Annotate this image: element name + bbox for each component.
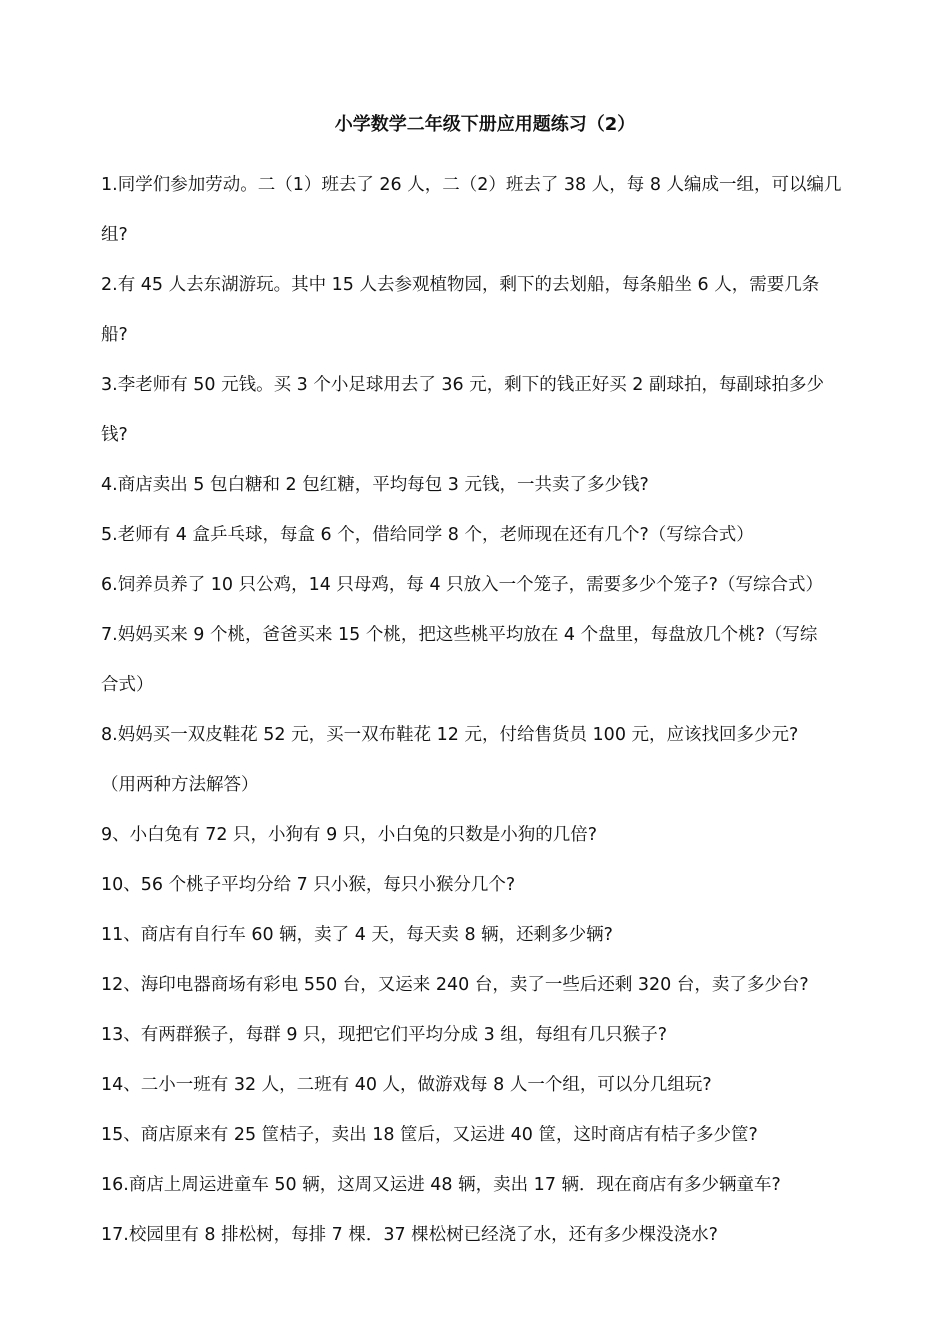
question-9 bbox=[101, 810, 861, 860]
question-16 bbox=[101, 1160, 861, 1210]
question-line: 7.妈妈买来 9 个桃，爸爸买来 15 个桃，把这些桃平均放在 4 个盘里，每盘放几个桃?（写综 bbox=[101, 625, 818, 645]
question-line: 5.老师有 4 盒乒乓球，每盒 6 个，借给同学 8 个，老师现在还有几个?（写综合式） bbox=[101, 525, 754, 545]
question-6 bbox=[101, 560, 861, 610]
question-line: 10、56 个桃子平均分给 7 只小猴，每只小猴分几个? bbox=[101, 875, 516, 895]
question-line: 合式） bbox=[101, 675, 154, 695]
question-8 bbox=[101, 710, 861, 810]
question-11 bbox=[101, 910, 861, 960]
question-15 bbox=[101, 1110, 861, 1160]
question-line: 11、商店有自行车 60 辆，卖了 4 天，每天卖 8 辆，还剩多少辆? bbox=[101, 925, 613, 945]
question-14 bbox=[101, 1060, 861, 1110]
question-4 bbox=[101, 460, 861, 510]
question-13 bbox=[101, 1010, 861, 1060]
question-7 bbox=[101, 610, 861, 710]
question-17 bbox=[101, 1210, 861, 1260]
question-line: 钱? bbox=[101, 425, 128, 445]
question-list bbox=[101, 160, 861, 1260]
question-1 bbox=[101, 160, 861, 260]
question-line: 12、海印电器商场有彩电 550 台，又运来 240 台，卖了一些后还剩 320 台，卖了多少台? bbox=[101, 975, 809, 995]
question-line: 6.饲养员养了 10 只公鸡，14 只母鸡，每 4 只放入一个笼子，需要多少个笼子?（写综合式） bbox=[101, 575, 823, 595]
question-line: 16.商店上周运进童车 50 辆，这周又运进 48 辆，卖出 17 辆．现在商店有多少辆童车? bbox=[101, 1175, 781, 1195]
question-line: 8.妈妈买一双皮鞋花 52 元，买一双布鞋花 12 元，付给售货员 100 元，应该找回多少元? bbox=[101, 725, 799, 745]
question-5 bbox=[101, 510, 861, 560]
question-line: 15、商店原来有 25 筐桔子，卖出 18 筐后，又运进 40 筐，这时商店有桔子多少筐? bbox=[101, 1125, 758, 1145]
question-10 bbox=[101, 860, 861, 910]
document-title: 小学数学二年级下册应用题练习（2） bbox=[334, 114, 636, 135]
question-line: 9、小白兔有 72 只，小狗有 9 只，小白兔的只数是小狗的几倍? bbox=[101, 825, 598, 845]
question-12 bbox=[101, 960, 861, 1010]
question-line: 1.同学们参加劳动。二（1）班去了 26 人，二（2）班去了 38 人，每 8 人编成一组，可以编几 bbox=[101, 175, 842, 195]
question-line: 组? bbox=[101, 225, 128, 245]
question-line: （用两种方法解答） bbox=[101, 775, 259, 795]
question-line: 2.有 45 人去东湖游玩。其中 15 人去参观植物园，剩下的去划船，每条船坐 6 人，需要几条 bbox=[101, 275, 820, 295]
question-line: 4.商店卖出 5 包白糖和 2 包红糖，平均每包 3 元钱，一共卖了多少钱? bbox=[101, 475, 649, 495]
question-line: 17.校园里有 8 排松树，每排 7 棵．37 棵松树已经浇了水，还有多少棵没浇水? bbox=[101, 1225, 718, 1245]
question-3 bbox=[101, 360, 861, 460]
question-line: 3.李老师有 50 元钱。买 3 个小足球用去了 36 元，剩下的钱正好买 2 副球拍，每副球拍多少 bbox=[101, 375, 825, 395]
question-line: 13、有两群猴子，每群 9 只，现把它们平均分成 3 组，每组有几只猴子? bbox=[101, 1025, 668, 1045]
question-line: 船? bbox=[101, 325, 128, 345]
question-line: 14、二小一班有 32 人，二班有 40 人，做游戏每 8 人一个组，可以分几组玩? bbox=[101, 1075, 712, 1095]
question-2 bbox=[101, 260, 861, 360]
